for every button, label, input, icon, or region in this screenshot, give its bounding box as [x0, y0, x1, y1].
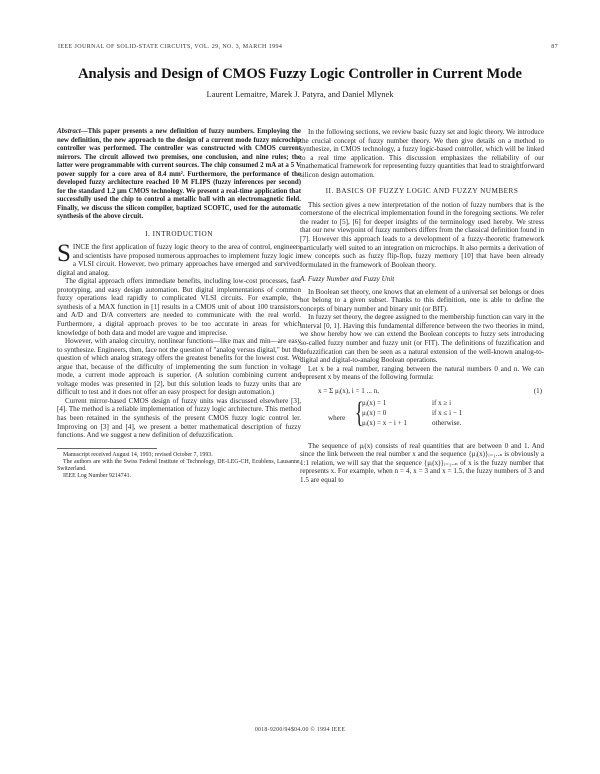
right-paragraph-5: Let x be a real number, ranging between the natural numbers 0 and n. We can represent x by means of the following formula: [300, 364, 544, 382]
equation-case-1: μᵢ(x) = 1 [362, 398, 387, 407]
section-heading-introduction: I. INTRODUCTION [145, 229, 213, 238]
paper-title: Analysis and Design of CMOS Fuzzy Logic Controller in Current Mode [78, 66, 522, 82]
right-paragraph-4: In fuzzy set theory, the degree assigned to the membership function can vary in the interval [0, 1]. Having this fundamental difference between the two theories in mind, we show hereby how we can extend the Boolean concepts to fuzzy sets introducing so-called fuzzy number and fuzzy unit (or FIT). The definitions of fuzzification and defuzzification can then be seen as a natural extension of the well-known analog-to-digital and digital-to-analog Boolean operations. [300, 313, 544, 365]
intro-paragraph-3: However, with analog circuitry, nonlinear functions—like max and min—are easy to synthesize. Engineers, then, face not the question of "analog versus digital," but the question of which analog strategy offers the greatest benefits for the lowest cost. We argue that, because of the difficulty of implementing the sum function in voltage mode, a current mode approach is superior. (A solution combining current and voltage modes was presented in [2], but this solution leads to fuzzy units that are difficult to test and it does not offer an easy prospect for design automation.) [57, 337, 301, 397]
abstract-text: —This paper presents a new definition of fuzzy numbers. Employing the new definition, the new approach to the design of a current mode fuzzy microchip controller was performed. The controller was constructed with CMOS current mirrors. The circuit allowed two premises, one conclusion, and nine rules; the latter were programmable with current sources. The chip consumed 2 mA at a 5 V power supply for a core area of 8.4 mm². Furthermore, the performance of the developed fuzzy architecture reached 10 M FLIPS (fuzzy inferences per second) for the standard 1.2 µm CMOS technology. We present a real-time application that successfully used the chip to control a metallic ball with an electromagnetic field. Finally, we discuss the silicon compiler, baptized SCOFIC, used for the automatic synthesis of the above circuit. [57, 128, 301, 220]
right-paragraph-6: The sequence of μᵢ(x) consists of real quantities that are between 0 and 1. And since the link between the real number x and the sequence {μᵢ(x)}ᵢ₌₁..ₙ is obviously a 1:1 relation, we will say that the sequence {μᵢ(x)}ᵢ₌₁..ₙ of x is the fuzzy number that represents x. For example, when n = 4, x = 3 and x = 1.5, the fuzzy numbers of 3 and 1.5 are equal to [300, 441, 544, 484]
equation-condition-1: if x ≥ i [432, 398, 452, 407]
subsection-heading-fuzzy-number: A. Fuzzy Number and Fuzzy Unit [300, 275, 395, 284]
left-column [57, 128, 301, 480]
right-paragraph-1: In the following sections, we review basic fuzzy set and logic theory. We introduce the crucial concept of fuzzy number theory. We then give details on a method to synthesize, in CMOS technology, a fuzzy logic-based controller, which will be linked to a real time application. This discussion emphasizes the reliability of our mathematical framework for representing fuzzy quantities that lead to straightforward silicon design automation. [300, 128, 544, 179]
abstract [57, 128, 301, 222]
equation-condition-2: if x ≤ i − 1 [432, 408, 463, 417]
right-paragraph-3: In Boolean set theory, one knows that an element of a universal set belongs or does not belong to a given subset. Thanks to this definition, one is able to define the concepts of binary number and binary unit (or BIT). [300, 287, 544, 313]
equation-condition-3: otherwise. [432, 418, 462, 427]
intro-paragraph-1 [57, 240, 301, 277]
right-paragraph-2: This section gives a new interpretation of the notion of fuzzy numbers that is the cornerstone of the electrical implementation found in the foregoing sections. We refer the reader to [5], [6] for deeper insights of the terminology used hereby. We stress that our new viewpoint of fuzzy numbers differs from the classical definition found in [7]. However this approach leads to a development of a fuzzy-theoretic framework particularly well suited to an integration on microchips. It also permits a derivation of new concepts such as fuzzy flip-flop, fuzzy memory [10] that have been already formulated in the framework of Boolean theory. [300, 200, 544, 269]
journal-citation: IEEE JOURNAL OF SOLID-STATE CIRCUITS, VOL. 29, NO. 3, MARCH 1994 [58, 44, 283, 50]
page-number: 87 [551, 44, 558, 50]
equation-case-3: μᵢ(x) = x − i + 1 [362, 418, 407, 427]
equation-number: (1) [533, 386, 542, 395]
paper-authors: Laurent Lemaitre, Marek J. Patyra, and Daniel Mlynek [206, 89, 394, 99]
intro-paragraph-4: Current mirror-based CMOS design of fuzzy units was discussed elsewhere [3], [4]. The method is a reliable implementation of fuzzy logic architecture. This method has been retained in the synthesis of the present CMOS fuzzy logic control ler. Improving on [3] and [4], we present a better mathematical description of fuzzy functions. And we suggest a new definition of defuzzification. [57, 396, 301, 440]
drop-cap: S [57, 240, 71, 268]
footnote-manuscript: Manuscript received August 14, 1993; revised October 7, 1993. [63, 451, 213, 458]
equation-case-2: μᵢ(x) = 0 [362, 408, 387, 417]
abstract-label: Abstract [57, 128, 81, 135]
copyright-footer: 0018-9200/94$04.00 © 1994 IEEE [254, 727, 346, 733]
footnote-affiliation: The authors are with the Swiss Federal Institute of Technology, DE-LEG-CH, Ecublens, Lausanne, Switzerland. [57, 458, 301, 472]
intro-paragraph-1-text: INCE the first application of fuzzy logic theory to the area of control, engineers and scientists have proposed numerous approaches to implement fuzzy logic in a VLSI circuit. However, two primary approaches have emerged and survived: digital and analog. [57, 243, 301, 277]
right-column [300, 128, 544, 485]
footnote-log-number: IEEE Log Number 9214741. [63, 472, 132, 479]
intro-paragraph-2: The digital approach offers immediate benefits, including low-cost processes, fast prototyping, and easy design automation. But digital implementations of common fuzzy operations lead rapidly to complicated VLSI circuits. For example, the synthesis of a MAX function in [1] results in a CMOS unit of about 100 transistors, and A/D and D/A converters are needed to communicate with the real world. Furthermore, a digital approach proves to be too accurate in areas for which knowledge of both data and model are vague and imprecise. [57, 277, 301, 337]
equation-1 [300, 387, 544, 437]
equation-brace: { [354, 395, 364, 429]
running-head [58, 44, 558, 50]
equation-sum: x = Σ μᵢ(x), i = 1 ... n, [318, 386, 380, 395]
equation-where: where [328, 413, 346, 422]
section-heading-basics: II. BASICS OF FUZZY LOGIC AND FUZZY NUMBERS [325, 187, 519, 196]
